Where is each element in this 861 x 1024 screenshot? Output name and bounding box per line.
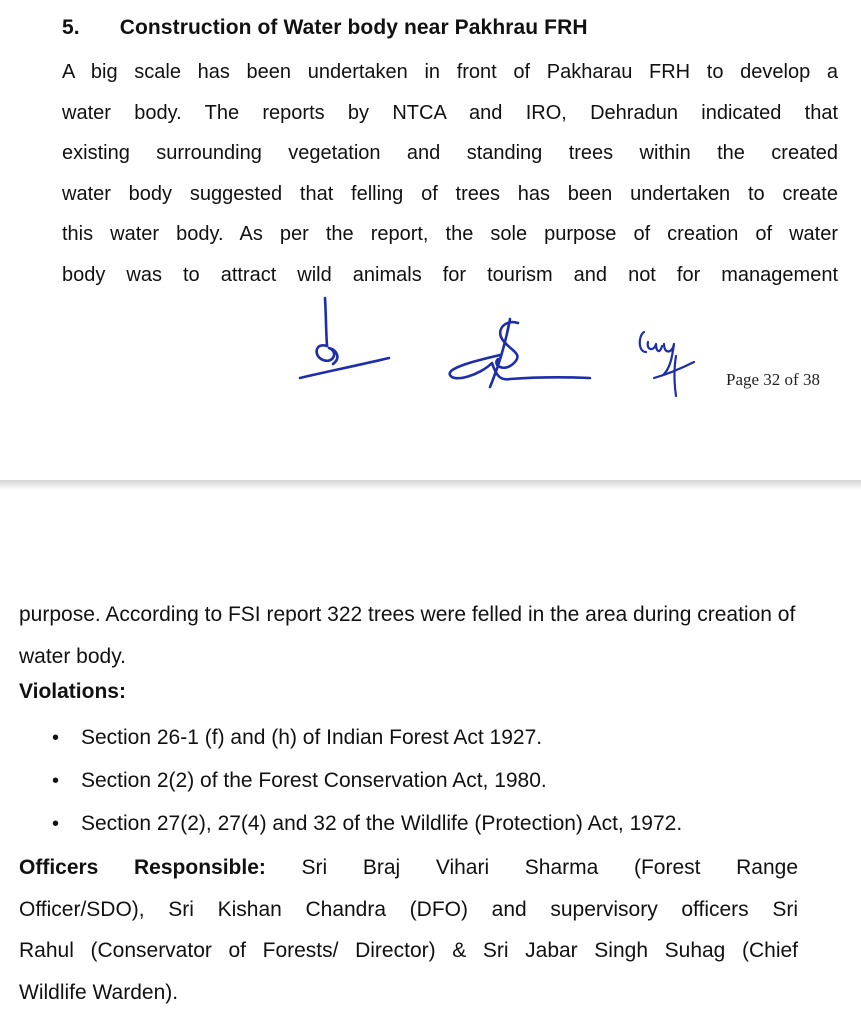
violation-text: Section 2(2) of the Forest Conservation Act, 1980.: [81, 769, 547, 792]
officers-line: Officer/SDO), Sri Kishan Chandra (DFO) and supervisory officers Sri: [19, 897, 798, 921]
paragraph-line: body was to attract wild animals for tourism and not for management: [62, 263, 838, 286]
violations-list: [52, 723, 682, 852]
page-break: [0, 480, 861, 490]
violation-text: Section 27(2), 27(4) and 32 of the Wildlife (Protection) Act, 1972.: [81, 812, 683, 835]
bullet: •: [52, 727, 60, 749]
signature-1: [295, 290, 395, 385]
officers-responsible: [19, 847, 798, 1013]
page-number: Page 32 of 38: [726, 370, 820, 389]
signature-3: [630, 322, 705, 400]
bullet: •: [52, 770, 60, 792]
paragraph-line: water body. The reports by NTCA and IRO, Dehradun indicated that: [62, 101, 838, 124]
paragraph-line: A big scale has been undertaken in front of Pakharau FRH to develop a: [62, 61, 838, 83]
bullet: •: [52, 813, 60, 835]
officers-label: Officers Responsible:: [19, 856, 266, 879]
continued-paragraph: purpose. According to FSI report 322 trees were felled in the area during creation of water body.: [19, 603, 796, 668]
page-33: [0, 490, 861, 1024]
list-item: [52, 723, 682, 766]
officers-text: Sri Braj Vihari Sharma (Forest Range: [301, 856, 798, 879]
violation-text: Section 26-1 (f) and (h) of Indian Forest Act 1927.: [81, 726, 543, 749]
paragraph-line: existing surrounding vegetation and standing trees within the created: [62, 142, 838, 164]
page-32: [0, 0, 861, 478]
paragraph-line: water body suggested that felling of trees has been undertaken to create: [62, 182, 838, 205]
signature-2: [440, 315, 595, 395]
section-title: Construction of Water body near Pakhrau FRH: [119, 16, 588, 39]
officers-line: [19, 847, 798, 889]
violations-heading: Violations:: [19, 680, 126, 703]
section-number: 5.: [62, 16, 80, 39]
section-heading: [62, 16, 588, 40]
list-item: [52, 766, 682, 809]
officers-line: Wildlife Warden).: [19, 980, 179, 1004]
paragraph-line: this water body. As per the report, the sole purpose of creation of water: [62, 223, 838, 245]
section-paragraph: [62, 52, 838, 295]
list-item: [52, 809, 682, 852]
officers-line: Rahul (Conservator of Forests/ Director) & Sri Jabar Singh Suhag (Chief: [19, 939, 798, 962]
